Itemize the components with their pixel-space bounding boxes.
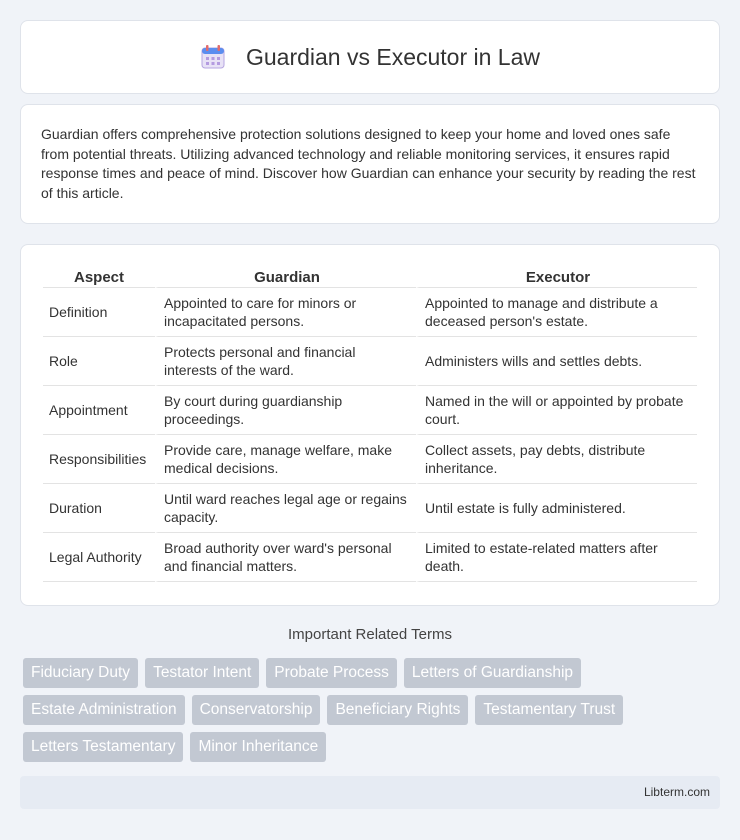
- related-terms-list: [23, 658, 723, 769]
- table-row: [43, 435, 697, 484]
- table-header-row: [43, 265, 697, 288]
- cell-executor: Appointed to manage and distribute a deceased person's estate.: [416, 288, 697, 337]
- related-term-tag[interactable]: Letters of Guardianship: [404, 658, 581, 688]
- intro-text: Guardian offers comprehensive protection solutions designed to keep your home and loved ones safe from potential threats. Utilizing advanced technology and reliable monitoring services, it ensures rapid response times and peace of mind. Discover how Guardian can enhance your security by reading the rest of this article.: [41, 126, 696, 201]
- cell-aspect: Legal Authority: [43, 533, 155, 582]
- cell-guardian: By court during guardianship proceedings.: [155, 386, 416, 435]
- cell-executor: Named in the will or appointed by probate court.: [416, 386, 697, 435]
- cell-aspect: Definition: [43, 288, 155, 337]
- cell-executor: Limited to estate-related matters after death.: [416, 533, 697, 582]
- table-row: [43, 337, 697, 386]
- header-guardian: Guardian: [155, 265, 416, 288]
- intro-card: [20, 104, 720, 224]
- related-term-tag[interactable]: Estate Administration: [23, 695, 185, 725]
- header-executor: Executor: [416, 265, 697, 288]
- header-card: [20, 20, 720, 94]
- table-row: [43, 288, 697, 337]
- related-term-tag[interactable]: Beneficiary Rights: [327, 695, 468, 725]
- cell-aspect: Role: [43, 337, 155, 386]
- related-term-tag[interactable]: Letters Testamentary: [23, 732, 183, 762]
- cell-aspect: Responsibilities: [43, 435, 155, 484]
- footer: [20, 776, 720, 809]
- comparison-card: [20, 244, 720, 606]
- related-term-tag[interactable]: Conservatorship: [192, 695, 321, 725]
- cell-executor: Until estate is fully administered.: [416, 484, 697, 533]
- cell-guardian: Until ward reaches legal age or regains capacity.: [155, 484, 416, 533]
- cell-aspect: Appointment: [43, 386, 155, 435]
- related-term-tag[interactable]: Fiduciary Duty: [23, 658, 138, 688]
- page-title: Guardian vs Executor in Law: [245, 43, 541, 70]
- cell-executor: Administers wills and settles debts.: [416, 337, 697, 386]
- related-terms-title: Important Related Terms: [288, 626, 452, 643]
- cell-guardian: Broad authority over ward's personal and financial matters.: [155, 533, 416, 582]
- table-row: [43, 386, 697, 435]
- table-row: [43, 533, 697, 582]
- cell-guardian: Provide care, manage welfare, make medical decisions.: [155, 435, 416, 484]
- calendar-icon: [200, 44, 226, 70]
- cell-aspect: Duration: [43, 484, 155, 533]
- comparison-table: [43, 265, 697, 582]
- header-aspect: Aspect: [43, 265, 155, 288]
- related-term-tag[interactable]: Probate Process: [266, 658, 397, 688]
- footer-site-link[interactable]: Libterm.com: [643, 785, 710, 799]
- cell-guardian: Appointed to care for minors or incapacitated persons.: [155, 288, 416, 337]
- table-row: [43, 484, 697, 533]
- related-term-tag[interactable]: Minor Inheritance: [190, 732, 326, 762]
- related-term-tag[interactable]: Testamentary Trust: [475, 695, 623, 725]
- related-term-tag[interactable]: Testator Intent: [145, 658, 259, 688]
- cell-executor: Collect assets, pay debts, distribute inheritance.: [416, 435, 697, 484]
- cell-guardian: Protects personal and financial interests of the ward.: [155, 337, 416, 386]
